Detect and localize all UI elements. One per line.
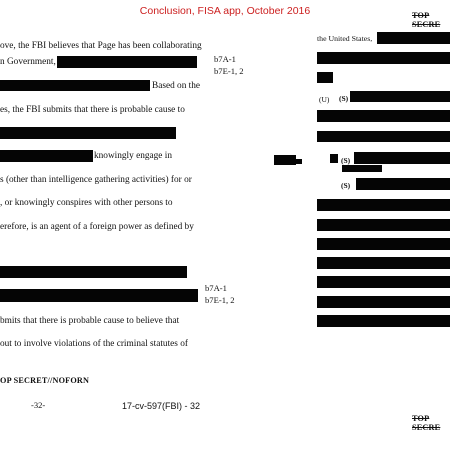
portion-mark: (S) — [341, 156, 351, 165]
redaction-bar — [317, 131, 450, 142]
redaction-bar — [317, 315, 450, 327]
portion-mark: (S) — [339, 94, 349, 103]
redaction-bar — [317, 276, 450, 288]
page-number: -32- — [31, 400, 46, 410]
redaction-bar — [377, 32, 450, 44]
document-caption: Conclusion, FISA app, October 2016 — [139, 5, 311, 17]
redaction-bar — [0, 150, 93, 162]
body-line-4: es, the FBI submits that there is probable cause to — [0, 105, 185, 115]
redaction-bar — [0, 289, 198, 302]
redaction-bar — [342, 165, 382, 172]
redaction-bar — [330, 154, 338, 163]
redaction-bar — [317, 257, 450, 269]
exemption-code: b7E-1, 2 — [205, 295, 235, 305]
classification-footer: TOP SECRE — [412, 414, 441, 432]
body-line-6: s (other than intelligence gathering activities) for or — [0, 175, 192, 185]
redaction-bar — [317, 110, 450, 122]
portion-mark: (S) — [341, 181, 351, 190]
right-first-line: the United States, — [317, 34, 373, 43]
redaction-bar — [317, 72, 333, 83]
portion-mark: (U) — [319, 95, 330, 104]
bates-number: 17-cv-597(FBI) - 32 — [122, 401, 201, 411]
classification-marking: OP SECRET//NOFORN — [0, 376, 90, 385]
body-line-7: , or knowingly conspires with other persons to — [0, 198, 173, 208]
redaction-bar — [317, 296, 450, 308]
redaction-bar — [317, 199, 450, 211]
redaction-bar — [57, 56, 197, 68]
exemption-code: b7E-1, 2 — [214, 66, 244, 76]
redaction-bar — [354, 152, 450, 164]
exemption-code: b7A-1 — [214, 54, 236, 64]
body-line-5: knowingly engage in — [94, 151, 172, 161]
redaction-bar — [350, 91, 450, 102]
body-line-8: erefore, is an agent of a foreign power as defined by — [0, 222, 194, 232]
redaction-bar — [356, 178, 450, 190]
body-line-9: bmits that there is probable cause to believe that — [0, 316, 180, 326]
body-line-10: out to involve violations of the criminal statutes of — [0, 339, 188, 349]
exemption-code: b7A-1 — [205, 283, 227, 293]
redaction-bar — [317, 52, 450, 64]
redaction-bar — [317, 219, 450, 231]
classification-header: TOP SECRE — [412, 11, 441, 29]
redaction-bar — [0, 80, 150, 91]
body-line-1: ove, the FBI believes that Page has been collaborating — [0, 41, 202, 51]
body-line-2: n Government, — [0, 57, 56, 67]
redaction-bar — [0, 127, 176, 139]
redaction-bar — [292, 159, 302, 164]
body-line-3: Based on the — [152, 81, 201, 91]
redaction-bar — [317, 238, 450, 250]
redaction-bar — [0, 266, 187, 278]
